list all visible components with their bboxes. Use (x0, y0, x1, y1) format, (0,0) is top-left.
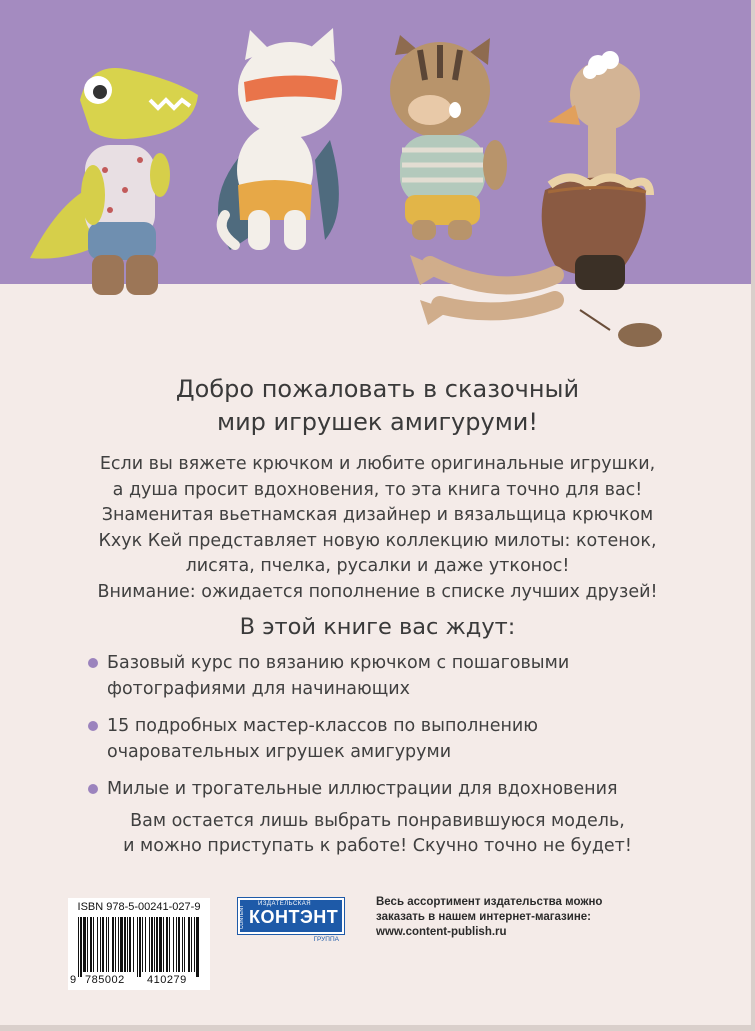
barcode-bar (154, 917, 155, 972)
barcode-bar (139, 917, 141, 977)
barcode-bar (120, 917, 123, 972)
barcode-bar (93, 917, 94, 972)
barcode-bar (108, 917, 109, 972)
barcode-bar (127, 917, 128, 972)
welcome-line-2: мир игрушек амигуруми! (216, 408, 539, 436)
barcode-bar (142, 917, 143, 972)
intro-paragraph (0, 452, 755, 605)
barcode-bar (188, 917, 190, 972)
outro-line-2: и можно приступать к работе! Скучно точно не будет! (123, 836, 632, 856)
amigurumi-toys-photo (0, 0, 755, 370)
barcode-bar (166, 917, 168, 972)
section-title: В этой книге вас ждут: (239, 614, 516, 640)
barcode-bar (156, 917, 158, 972)
barcode-bar (184, 917, 185, 972)
barcode-bar (169, 917, 170, 972)
barcode-bar (194, 917, 195, 972)
intro-line: Внимание: ожидается пополнение в списке лучших друзей! (97, 581, 658, 602)
cub-toy (390, 35, 507, 240)
outro-line-1: Вам остается лишь выбрать понравившуюся модель, (130, 811, 625, 831)
barcode-bar (176, 917, 177, 972)
barcode-bar (115, 917, 116, 972)
list-item (88, 713, 688, 765)
outro-paragraph (0, 809, 755, 859)
isbn-number: ISBN 978-5-00241-027-9 (77, 901, 201, 913)
cat-toy (218, 28, 342, 250)
crocodile-toy (30, 68, 198, 295)
barcode-bar (80, 917, 82, 977)
shop-url[interactable]: www.content-publish.ru (376, 926, 507, 938)
bullet-dot-icon (88, 658, 98, 668)
publisher-logo (238, 898, 344, 943)
list-item-line-1: Базовый курс по вязанию крючком с пошаговыми (107, 653, 570, 673)
intro-line: Знаменитая вьетнамская дизайнер и вязальщица крючком (101, 505, 654, 525)
barcode-bar (83, 917, 86, 972)
intro-line: Кхук Кей представляет новую коллекцию милоты: котенок, (98, 530, 657, 551)
barcode-bar (87, 917, 88, 972)
barcode-bar (149, 917, 150, 972)
barcode-bars (72, 917, 206, 977)
barcode-bar (159, 917, 162, 972)
publisher-logo-side: CONTENT (239, 905, 245, 930)
list-item (88, 650, 688, 702)
barcode-bar (191, 917, 192, 972)
barcode-digit-first: 9 (70, 974, 77, 986)
barcode-bar (129, 917, 131, 972)
intro-line: лисята, пчелка, русалки и даже утконос! (185, 556, 570, 576)
barcode-bar (133, 917, 134, 972)
barcode-bar (78, 917, 79, 977)
feature-list (88, 650, 688, 813)
intro-line: Если вы вяжете крючком и любите оригинальные игрушки, (99, 454, 656, 474)
bullet-dot-icon (88, 784, 98, 794)
barcode-bar (163, 917, 164, 972)
barcode-bar (112, 917, 114, 972)
list-item-line-2: фотографиями для начинающих (107, 679, 410, 699)
bullet-dot-icon (88, 721, 98, 731)
list-item-line-1: Милые и трогательные иллюстрации для вдохновения (107, 779, 618, 799)
barcode-digits-right: 410279 (147, 974, 187, 986)
barcode-bar (90, 917, 92, 972)
publisher-logo-main: КОНТЭНТ (249, 907, 339, 927)
list-item-line-2: очаровательных игрушек амигуруми (107, 742, 452, 762)
publisher-logo-bottom: ГРУППА (313, 936, 339, 943)
barcode-bar (173, 917, 174, 972)
barcode-bar (145, 917, 146, 972)
barcode-bar (100, 917, 101, 972)
barcode-digits-left: 785002 (85, 974, 125, 986)
intro-line: а душа просит вдохновения, то эта книга точно для вас! (112, 479, 643, 500)
barcode-bar (196, 917, 199, 977)
list-item (88, 776, 688, 802)
shop-info-line-2: заказать в нашем интернет-магазине: (376, 911, 592, 923)
barcode-bar (182, 917, 183, 972)
barcode-bar (106, 917, 107, 972)
barcode-bar (102, 917, 104, 972)
welcome-line-1: Добро пожаловать в сказочный (175, 375, 580, 403)
isbn-barcode (68, 898, 210, 990)
barcode-bar (124, 917, 126, 972)
barcode-bar (137, 917, 138, 977)
welcome-heading (0, 373, 755, 439)
publisher-logo-top: ИЗДАТЕЛЬСКАЯ (258, 901, 312, 907)
barcode-bar (97, 917, 98, 972)
shop-info-line-1: Весь ассортимент издательства можно (376, 896, 603, 908)
list-item-line-1: 15 подробных мастер-классов по выполнению (107, 716, 539, 736)
barcode-bar (178, 917, 180, 972)
barcode-bar (151, 917, 153, 972)
shop-info (376, 895, 636, 940)
barcode-bar (118, 917, 119, 972)
